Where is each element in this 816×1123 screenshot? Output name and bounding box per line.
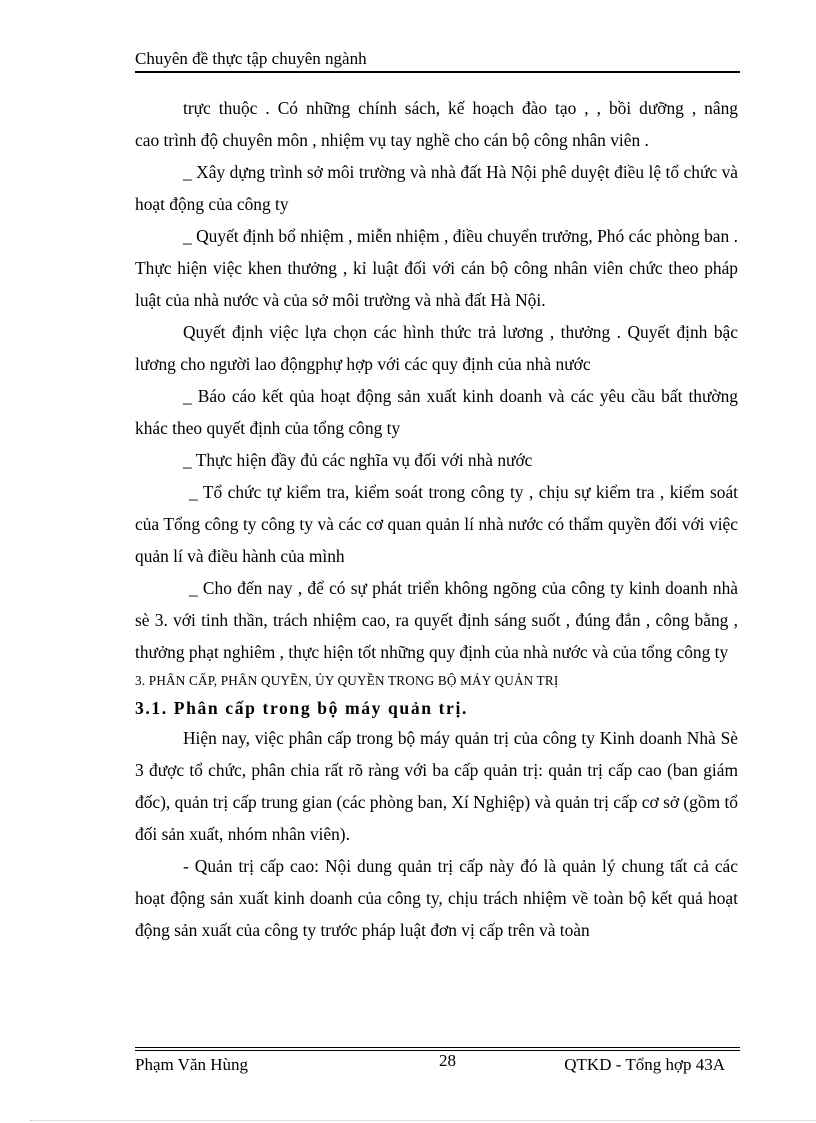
footer-divider-bottom	[135, 1050, 740, 1051]
paragraph: Quyết định việc lựa chọn các hình thức trả lương , thưởng . Quyết định bậc lương cho người lao độngphự hợp với các quy định của nhà nước	[135, 322, 738, 374]
paragraph: _ Quyết định bổ nhiệm , miễn nhiệm , điều chuyển trưởng, Phó các phòng ban . Thực hiện việc khen thưởng , kỉ luật đối với cán bộ công nhân viên chức theo pháp luật của nhà nước và của sở môi trường và nhà đất Hà Nội.	[135, 226, 738, 310]
footer-course: QTKD - Tổng hợp 43A	[564, 1055, 725, 1074]
paragraph: _ Báo cáo kết qủa hoạt động sản xuất kinh doanh và các yêu cầu bất thường khác theo quyết định của tổng công ty	[135, 386, 738, 438]
footer-author: Phạm Văn Hùng	[135, 1055, 249, 1074]
header-title: Chuyên đề thực tập chuyên ngành	[135, 49, 367, 68]
document-body	[135, 92, 738, 946]
header-divider	[135, 71, 740, 73]
paragraph: _ Cho đến nay , để có sự phát triển không ngõng của công ty kinh doanh nhà sè 3. với tinh thần, trách nhiệm cao, ra quyết định sáng suốt , đúng đắn , công bằng , thưởng phạt nghiêm , thực hiện tốt những quy định của nhà nước và của tổng công ty	[135, 578, 738, 662]
subsection-heading: 3.1. Phân cấp trong bộ máy quản trị.	[135, 698, 468, 718]
paragraph: _ Tổ chức tự kiểm tra, kiểm soát trong công ty , chịu sự kiểm tra , kiểm soát của Tổng công ty công ty và các cơ quan quản lí nhà nước có thẩm quyền đối với việc quản lí và điều hành của mình	[135, 482, 738, 566]
page-number: 28	[439, 1051, 456, 1070]
paragraph: Hiện nay, việc phân cấp trong bộ máy quản trị của công ty Kinh doanh Nhà Sè 3 được tổ chức, phân chia rất rõ ràng với ba cấp quản trị: quản trị cấp cao (ban giám đốc), quản trị cấp trung gian (các phòng ban, Xí Nghiệp) và quản trị cấp cơ sở (gồm tổ đối sản xuất, nhóm nhân viên).	[135, 728, 738, 844]
footer-divider-top	[135, 1047, 740, 1048]
paragraph: - Quản trị cấp cao: Nội dung quản trị cấp này đó là quản lý chung tất cả các hoạt động sản xuất kinh doanh của công ty, chịu trách nhiệm về toàn bộ kết quả hoạt động sản xuất của công ty trước pháp luật đơn vị cấp trên và toàn	[135, 856, 738, 940]
paragraph: _ Xây dựng trình sở môi trường và nhà đất Hà Nội phê duyệt điều lệ tổ chức và hoạt động của công ty	[135, 162, 738, 214]
running-header	[135, 49, 740, 69]
paragraph-line: trực thuộc . Có những chính sách, kế hoạch đào tạo , , bồi dưỡng , nâng	[183, 98, 738, 118]
paragraph-line: cao trình độ chuyên môn , nhiệm vụ tay nghề cho cán bộ công nhân viên .	[135, 130, 649, 150]
page-edge	[30, 1120, 816, 1121]
paragraph: _ Thực hiện đầy đủ các nghĩa vụ đối với nhà nước	[183, 450, 533, 470]
section-heading: 3. PHÂN CẤP, PHÂN QUYỀN, ỦY QUYỀN TRONG BỘ MÁY QUẢN TRỊ	[135, 673, 559, 688]
